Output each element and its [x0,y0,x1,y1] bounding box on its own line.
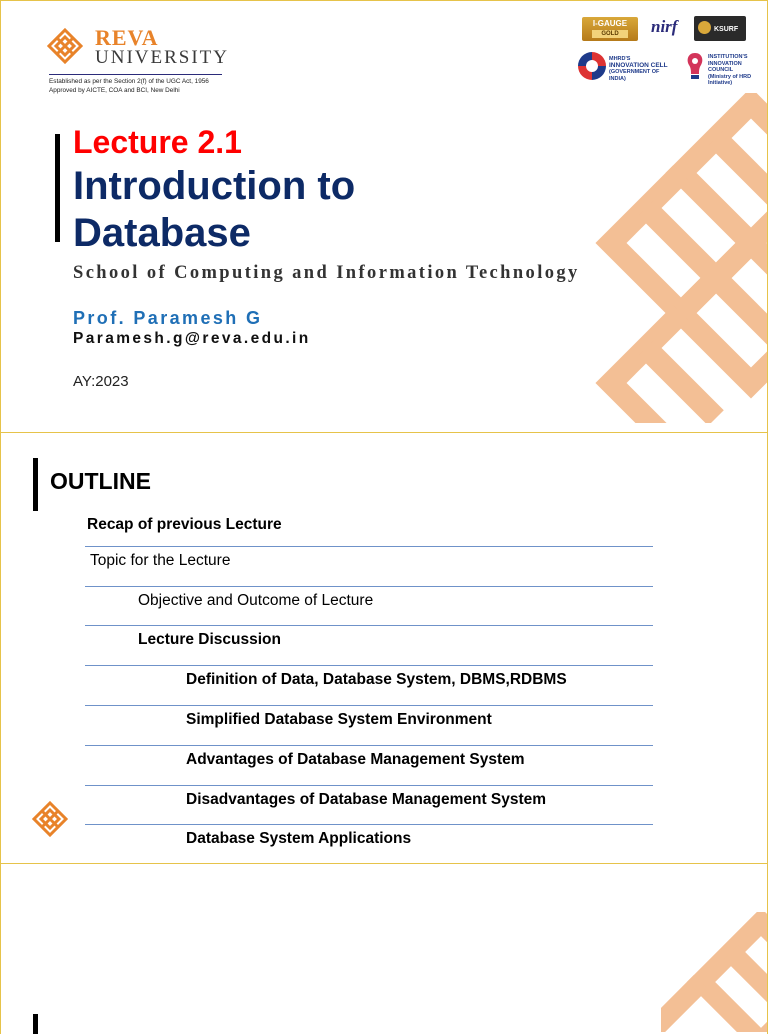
outline-divider [85,586,653,587]
establishment-line-1: Established as per the Section 2(f) of the UGC Act, 1956 [49,78,209,85]
outline-item: Topic for the Lecture [90,552,231,569]
nirf-badge: nirf [651,17,678,36]
iic-line-1: INSTITUTION'S [708,54,748,60]
innovation-gear-icon [578,52,606,80]
innovation-cell-line-2: INNOVATION CELL [609,61,668,69]
igauge-badge [582,17,638,41]
outline-divider [85,705,653,706]
outline-item: Objective and Outcome of Lecture [138,592,374,609]
outline-divider [85,665,653,666]
igauge-grade: GOLD [592,30,628,38]
outline-item: Database System Applications [186,830,412,847]
title-accent-bar [55,134,60,242]
outline-item: Disadvantages of Database Management System [186,791,547,808]
lecture-title-line-2: Database [73,211,251,255]
innovation-cell-text [609,56,669,82]
reva-knot-logo-icon [47,28,83,64]
next-slide-accent-bar [33,1014,38,1034]
decorative-knot-pattern-icon [586,93,767,423]
iic-line-4: (Ministry of HRD Initiative) [708,73,752,86]
outline-item: Recap of previous Lecture [87,516,282,533]
ksurf-badge [694,16,746,41]
outline-item: Advantages of Database Management System [186,751,525,768]
igauge-label: I-GAUGE [592,19,628,28]
innovation-cell-line-1: MHRD'S [609,56,631,62]
establishment-line-2: Approved by AICTE, COA and BCI, New Delhi [49,87,180,94]
school-name: School of Computing and Information Technology [73,263,580,283]
iic-bulb-icon [685,51,705,81]
outline-item: Definition of Data, Database System, DBMS,RDBMS [186,671,567,688]
decorative-knot-pattern-icon [661,912,767,1032]
reva-knot-small-icon [32,801,68,837]
title-slide [0,0,768,433]
iic-text [708,54,766,87]
academic-year: AY:2023 [73,373,129,390]
ksurf-label: KSURF [714,26,739,33]
lecture-title-line-1: Introduction to [73,164,356,208]
outline-divider [85,546,653,547]
lecture-number: Lecture 2.1 [73,124,242,160]
outline-item: Simplified Database System Environment [186,711,492,728]
university-sub: UNIVERSITY [95,47,229,68]
university-name: REVA [95,25,159,50]
outline-divider [85,625,653,626]
outline-slide [0,432,768,864]
innovation-cell-line-3: (GOVERNMENT OF INDIA) [609,69,660,82]
iic-line-3: COUNCIL [708,67,734,73]
professor-name: Prof. Paramesh G [73,308,263,328]
iic-line-2: INNOVATION [708,60,742,67]
ksurf-emblem-icon [698,21,711,34]
professor-email: Paramesh.g@reva.edu.in [73,330,311,347]
outline-divider [85,745,653,746]
outline-accent-bar [33,458,38,511]
outline-divider [85,824,653,825]
establishment-note [49,77,209,95]
lecture-title [73,163,355,257]
logo-divider [49,74,222,75]
next-slide-partial [0,863,768,1034]
outline-item: Lecture Discussion [138,631,281,648]
outline-heading: OUTLINE [50,468,151,494]
outline-divider [85,785,653,786]
